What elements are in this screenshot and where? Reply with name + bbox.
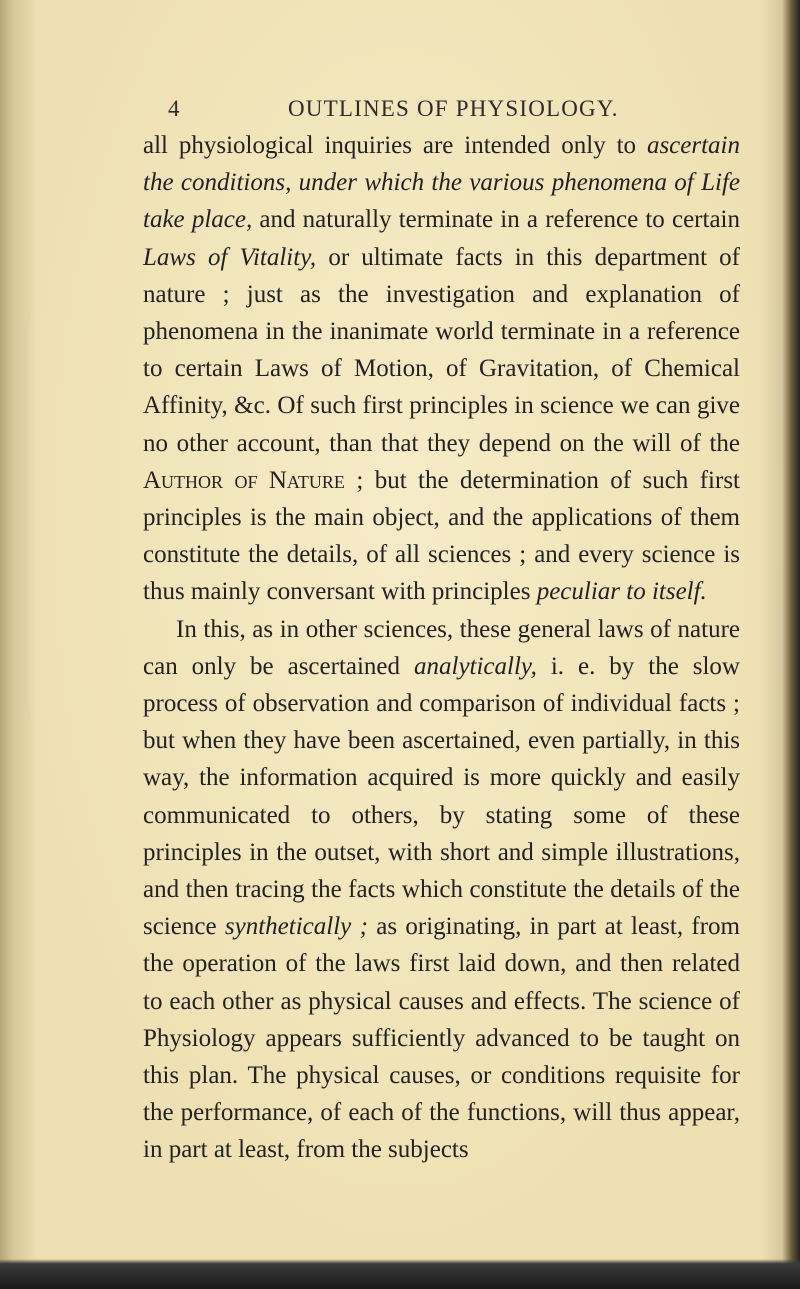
page-gutter-shadow — [0, 0, 34, 1289]
paragraph-2 — [143, 611, 740, 1169]
page-header — [168, 96, 788, 126]
text-segment: i. e. by the slow process of observation and comparison of individual facts ; but when they have been ascertained, even partially, in this way, the information acquired is more quickly and easily communicated to others, by stating some of these principles in the outset, with short and simple illustrations, and then tracing the facts which constitute the details of the science — [143, 652, 740, 941]
paragraph-1 — [143, 127, 740, 611]
italic-phrase: analytically, — [414, 652, 537, 680]
text-segment: and naturally terminate in a reference to certain — [252, 206, 740, 234]
text-segment: In this, as in other sciences, these general laws of nature can only be ascertained — [143, 615, 740, 680]
text-segment: as originating, in part at least, from the operation of the laws first laid down, and then related to each other as physical causes and effects. The science of Physiology appears sufficiently advanced to be taught on this plan. The physical causes, or conditions requisite for the performance, of each of the functions, will thus appear, in part at least, from the subjects — [143, 913, 740, 1164]
text-segment: all physiological inquiries are intended only to — [143, 132, 647, 159]
italic-phrase: Laws of Vitality, — [143, 243, 317, 271]
small-caps-phrase: Author of Nature — [143, 466, 345, 494]
italic-phrase: peculiar to itself. — [536, 578, 707, 606]
page-edge-shadow — [782, 0, 800, 1289]
italic-phrase: ascertain the conditions, under which the various phenomena of Life take place, — [143, 132, 740, 234]
italic-phrase: synthetically ; — [224, 913, 368, 941]
text-segment: or ultimate facts in this department of nature ; just as the investigation and explanation of phenomena in the inanimate world terminate in a reference to certain Laws of Motion, of Gravitation, of Chemical Affinity, &c. Of such first principles in science we can give no other account, than that they depend on the will of the — [143, 243, 740, 457]
body-text — [143, 127, 740, 1169]
running-title: OUTLINES OF PHYSIOLOGY. — [288, 96, 619, 121]
page-bottom-edge — [0, 1229, 800, 1289]
page-number: 4 — [168, 96, 181, 121]
text-segment: ; but the determination of such first principles is the main object, and the applications of them constitute the details, of all sciences ; and every science is thus mainly conversant with principles — [143, 466, 740, 606]
